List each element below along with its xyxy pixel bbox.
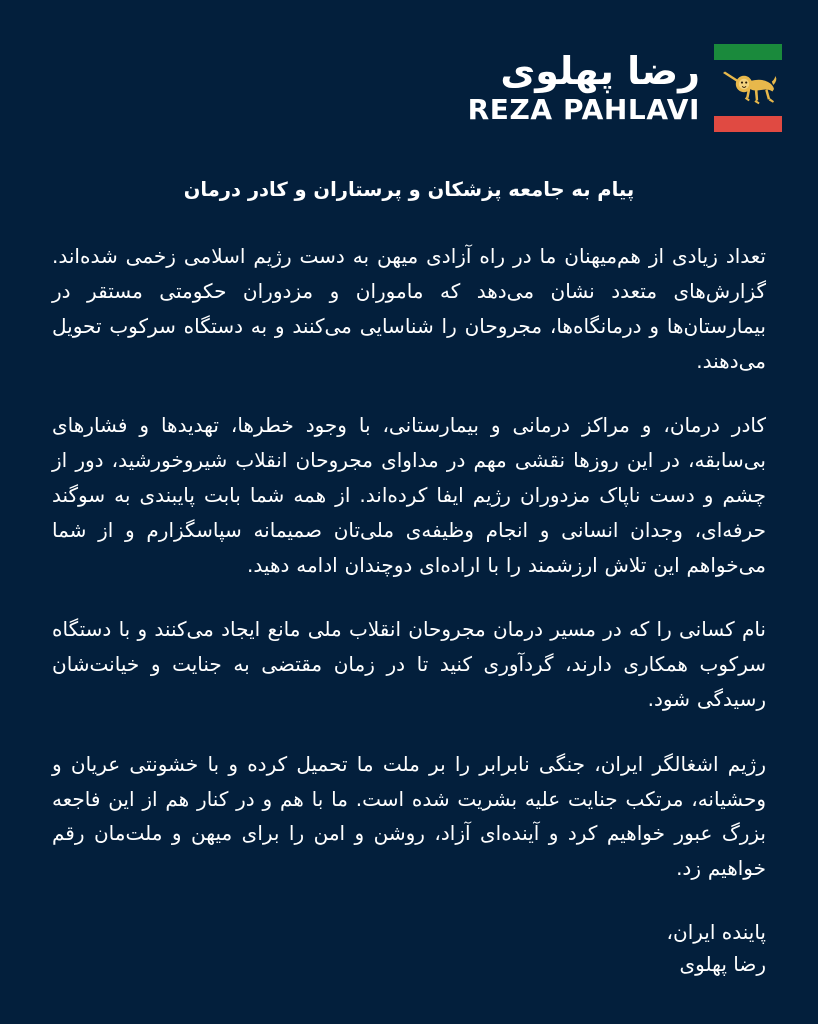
signature-block bbox=[0, 916, 818, 981]
signature-closing-line: پاینده ایران، bbox=[666, 919, 766, 944]
flag-stripe-green-icon bbox=[714, 44, 782, 60]
brand-wordmark bbox=[468, 50, 700, 125]
message-paragraph: نام کسانی را که در مسیر درمان مجروحان انقلاب ملی مانع ایجاد می‌کنند و با دستگاه سرکوب همکاری دارند، گردآوری کنید تا در زمان مقتضی به جنایت و خیانت‌شان رسیدگی شود. bbox=[52, 617, 766, 711]
brand-name-latin: REZA PAHLAVI bbox=[467, 92, 700, 126]
message-body bbox=[0, 132, 818, 886]
message-title: پیام به جامعه پزشکان و پرستاران و کادر درمان bbox=[183, 178, 635, 201]
message-paragraph: رژیم اشغالگر ایران، جنگی نابرابر را بر ملت ما تحمیل کرده و با خشونتی عریان و وحشیانه، مرتکب جنایت علیه بشریت شده است. ما با هم و در کنار هم از این فاجعه بزرگ عبور خواهیم کرد و آینده‌ای آزاد، روشن و امن را برای میهن و ملت‌مان رقم خواهیم زد. bbox=[52, 751, 766, 881]
message-paragraph: کادر درمان، و مراکز درمانی و بیمارستانی، با وجود خطرها، تهدیدها و فشارهای بی‌سابقه، در این روزها نقشی مهم در مداوای مجروحان انقلاب شیروخورشید، دور از چشم و دست ناپاک مزدوران رژیم ایفا کرده‌اند. از همه شما بابت پایبندی به سوگند حرفه‌ای، وجدان انسانی و انجام وظیفه‌ی ملی‌تان صمیمانه سپاسگزارم و از شما می‌خواهم این تلاش ارزشمند را با اراده‌ای دوچندان ادامه دهید. bbox=[52, 413, 766, 577]
signature-name-line: رضا پهلوی bbox=[679, 952, 766, 977]
brand-name-persian: رضا پهلوی bbox=[500, 49, 700, 94]
lion-and-sun-icon bbox=[714, 60, 782, 116]
lion-and-sun-flag-emblem bbox=[714, 44, 782, 132]
flag-stripe-red-icon bbox=[714, 116, 782, 132]
brand-header bbox=[468, 0, 818, 132]
message-paragraph: تعداد زیادی از هم‌میهنان ما در راه آزادی میهن به دست رژیم اسلامی زخمی شده‌اند. گزارش‌های متعدد نشان می‌دهد که ماموران و مزدوران حکومتی مستقر در بیمارستان‌ها و درمانگاه‌ها، مجروحان را شناسایی می‌کنند و به دستگاه سرکوب تحویل می‌دهند. bbox=[52, 244, 766, 373]
